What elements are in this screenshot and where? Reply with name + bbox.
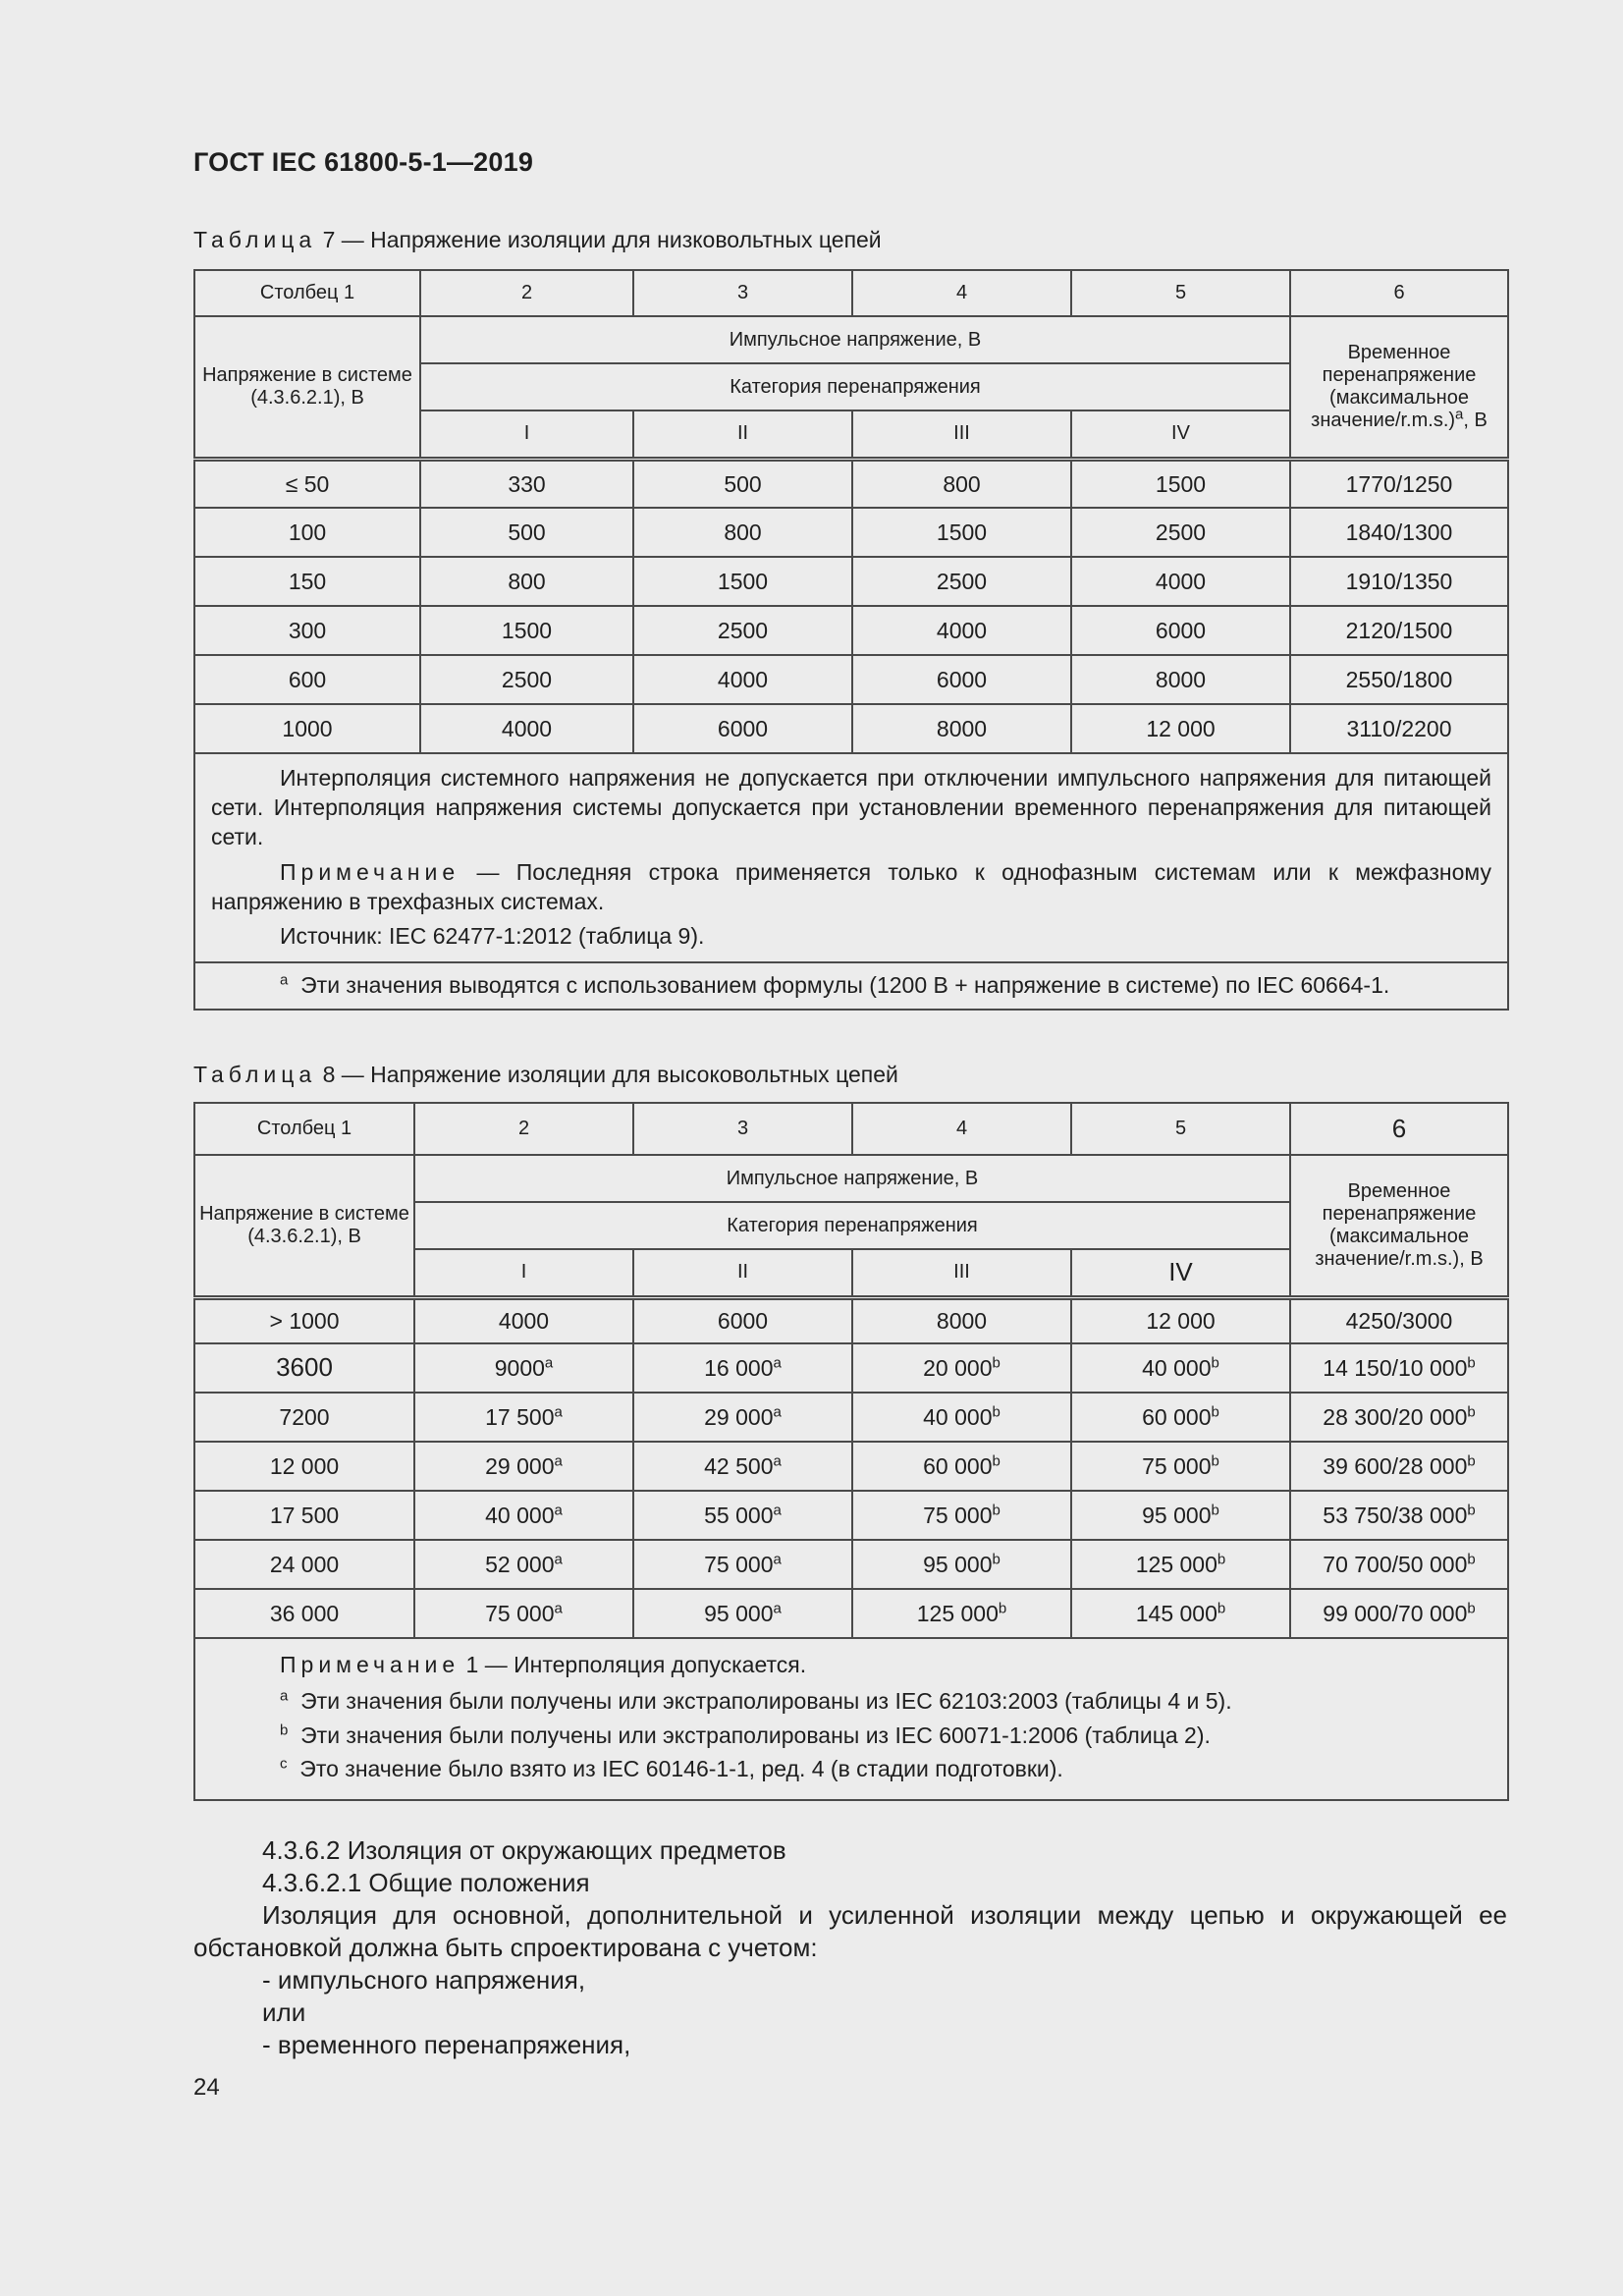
table8-cell-footnote-mark: b bbox=[992, 1452, 1001, 1470]
table7-col-6: 6 bbox=[1290, 270, 1508, 316]
table8-cell-footnote-mark: b bbox=[1211, 1452, 1219, 1470]
table7-cell: 2550/1800 bbox=[1290, 655, 1508, 704]
table8-footnote bbox=[211, 1755, 1491, 1783]
table8-row bbox=[194, 1343, 1508, 1393]
table8-cell bbox=[1071, 1343, 1290, 1393]
table7-cell: 4000 bbox=[633, 655, 852, 704]
table8-cell-value: 17 500 bbox=[485, 1403, 555, 1430]
table7-system-voltage-header: Напряжение в системе (4.3.6.2.1), В bbox=[194, 316, 420, 459]
table7-caption-text: 7 — Напряжение изоляции для низковольтных цепей bbox=[322, 227, 882, 252]
table8-category-III: III bbox=[852, 1249, 1071, 1297]
table7-category-IV: IV bbox=[1071, 410, 1290, 459]
table8-footnote-mark: a bbox=[280, 1687, 289, 1705]
table7-cell: 800 bbox=[633, 508, 852, 557]
table8-cell-value: 8000 bbox=[936, 1308, 988, 1335]
table7-note-text: — Последняя строка применяется только к однофазным системам или к межфазному напряжению в трехфазных системах. bbox=[211, 858, 1491, 914]
table8-cell bbox=[414, 1393, 633, 1442]
list-item-temporary: - временного перенапряжения, bbox=[262, 2030, 631, 2059]
table7-col-3: 3 bbox=[633, 270, 852, 316]
table8-footnote-mark: c bbox=[280, 1755, 288, 1773]
table7-cell: 6000 bbox=[633, 704, 852, 753]
table8-cell-value: 52 000 bbox=[485, 1551, 555, 1577]
table8-footnote-text: Это значение было взято из IEC 60146-1-1, ред. 4 (в стадии подготовки). bbox=[299, 1756, 1063, 1782]
table8-note-text: 1 — Интерполяция допускается. bbox=[460, 1652, 807, 1677]
table8-footnote-text: Эти значения были получены или экстраполированы из IEC 60071-1:2006 (таблица 2). bbox=[300, 1722, 1211, 1748]
table8-row bbox=[194, 1491, 1508, 1540]
table7-temp-header-unit: , В bbox=[1463, 409, 1488, 431]
table8-cell-value: 36 000 bbox=[269, 1600, 340, 1626]
table8-cell-footnote-mark: a bbox=[554, 1452, 563, 1470]
table8-cell-footnote-mark: b bbox=[992, 1502, 1001, 1519]
table7-column-numbers bbox=[194, 270, 1508, 316]
table8-cell bbox=[1290, 1491, 1508, 1540]
table8-temp-header: Временное перенапряжение (максимальное значение/r.m.s.), В bbox=[1290, 1155, 1508, 1297]
table8-cell-footnote-mark: a bbox=[554, 1502, 563, 1519]
table8-row bbox=[194, 1540, 1508, 1589]
table7-row bbox=[194, 508, 1508, 557]
table8-cell-value: 16 000 bbox=[704, 1354, 774, 1381]
table8-cell-value: 14 150/10 000 bbox=[1323, 1354, 1468, 1381]
table8-footnotes bbox=[211, 1687, 1491, 1783]
table8-cell bbox=[1290, 1297, 1508, 1343]
table8-row bbox=[194, 1393, 1508, 1442]
table7-cell: 500 bbox=[420, 508, 633, 557]
page-number: 24 bbox=[193, 2074, 220, 2101]
table8-category-II: II bbox=[633, 1249, 852, 1297]
table8-cell-value: 75 000 bbox=[1142, 1452, 1212, 1479]
table7-caption bbox=[193, 227, 882, 253]
table8-cell bbox=[414, 1589, 633, 1638]
table8-cell bbox=[194, 1540, 414, 1589]
table8-cell-value: 60 000 bbox=[1142, 1403, 1212, 1430]
table7-cell: 1500 bbox=[633, 557, 852, 606]
table8-cell-value: 95 000 bbox=[704, 1600, 774, 1626]
table8-cell-value: 40 000 bbox=[1142, 1354, 1212, 1381]
table7-cell: 2500 bbox=[1071, 508, 1290, 557]
body-paragraph: Изоляция для основной, дополнительной и усиленной изоляции между цепью и окружающей ее обстановкой должна быть спроектирована с учетом: bbox=[193, 1900, 1507, 1962]
table7-cell: 2500 bbox=[420, 655, 633, 704]
table8-cell-footnote-mark: a bbox=[773, 1403, 782, 1421]
table8-cell-footnote-mark: a bbox=[773, 1502, 782, 1519]
table8-col-5: 5 bbox=[1071, 1103, 1290, 1155]
table7-cell: 500 bbox=[633, 459, 852, 508]
table8-column-numbers bbox=[194, 1103, 1508, 1155]
table8-col-6: 6 bbox=[1290, 1103, 1508, 1155]
table8-cell-value: 99 000/70 000 bbox=[1323, 1600, 1468, 1626]
table7-cell: 600 bbox=[194, 655, 420, 704]
table7-caption-word: Таблица bbox=[193, 227, 317, 252]
table7-cell: 1500 bbox=[852, 508, 1071, 557]
table7-col-5: 5 bbox=[1071, 270, 1290, 316]
table7-col-1: Столбец 1 bbox=[194, 270, 420, 316]
table7-notes bbox=[194, 753, 1508, 962]
table8-cell-value: 75 000 bbox=[704, 1551, 774, 1577]
section-heading-4-3-6-2-1: 4.3.6.2.1 Общие положения bbox=[262, 1868, 590, 1897]
table8-caption-text: 8 — Напряжение изоляции для высоковольтных цепей bbox=[322, 1062, 898, 1087]
table7-note-paragraph: Интерполяция системного напряжения не допускается при отключении импульсного напряжения для питающей сети. Интерполяция напряжения системы допускается при установлении временного перенапряжения для питающей сети. bbox=[211, 765, 1491, 849]
table8-cell-footnote-mark: b bbox=[992, 1354, 1001, 1372]
table8-cell-value: 55 000 bbox=[704, 1502, 774, 1528]
table7-row bbox=[194, 606, 1508, 655]
table7-cell: 300 bbox=[194, 606, 420, 655]
table8-cell bbox=[194, 1442, 414, 1491]
table8-note bbox=[211, 1651, 1491, 1679]
table7-notes-row bbox=[194, 753, 1508, 962]
table7-footnote bbox=[194, 962, 1508, 1010]
table7-category-II: II bbox=[633, 410, 852, 459]
table8-cell bbox=[1071, 1540, 1290, 1589]
table8-cell-footnote-mark: b bbox=[1467, 1354, 1476, 1372]
table7-row bbox=[194, 557, 1508, 606]
table8-cell-footnote-mark: b bbox=[1467, 1600, 1476, 1617]
table8-cell bbox=[852, 1343, 1071, 1393]
table7-temp-header bbox=[1290, 316, 1508, 459]
table8-cell-value: 28 300/20 000 bbox=[1323, 1403, 1468, 1430]
table7-cell: 1840/1300 bbox=[1290, 508, 1508, 557]
table7-footnote-mark: a bbox=[280, 971, 289, 989]
table8-caption bbox=[193, 1062, 898, 1088]
table8-cell-value: 40 000 bbox=[923, 1403, 993, 1430]
table8-footnote-text: Эти значения были получены или экстраполированы из IEC 62103:2003 (таблицы 4 и 5). bbox=[300, 1687, 1232, 1714]
table7-cell: 1910/1350 bbox=[1290, 557, 1508, 606]
table8-cell bbox=[1290, 1540, 1508, 1589]
table8-cell-value: 145 000 bbox=[1135, 1600, 1217, 1626]
table8-cell bbox=[852, 1297, 1071, 1343]
table7-cell: 1500 bbox=[1071, 459, 1290, 508]
table8-notes bbox=[194, 1638, 1508, 1800]
table7-cell: 4000 bbox=[420, 704, 633, 753]
table8-cell-value: 39 600/28 000 bbox=[1323, 1452, 1468, 1479]
table8-cell-value: 9000 bbox=[494, 1354, 545, 1381]
table8-cell bbox=[1290, 1442, 1508, 1491]
table8-cell-footnote-mark: a bbox=[554, 1403, 563, 1421]
table8-cell bbox=[1290, 1343, 1508, 1393]
table8-caption-word: Таблица bbox=[193, 1062, 317, 1087]
table8-cell-footnote-mark: a bbox=[773, 1551, 782, 1568]
table7-cell: 8000 bbox=[852, 704, 1071, 753]
table7-row bbox=[194, 655, 1508, 704]
table8-cell bbox=[1071, 1393, 1290, 1442]
table8-cell-footnote-mark: b bbox=[1467, 1551, 1476, 1568]
table7-row bbox=[194, 704, 1508, 753]
table8-cell-value: 95 000 bbox=[1142, 1502, 1212, 1528]
table7-cell: 6000 bbox=[1071, 606, 1290, 655]
table7-cell: 4000 bbox=[1071, 557, 1290, 606]
list-conjunction: или bbox=[262, 1997, 306, 2027]
table8-cell-value: 20 000 bbox=[923, 1354, 993, 1381]
table8-cell-footnote-mark: a bbox=[554, 1551, 563, 1568]
table8-cell-footnote-mark: b bbox=[1467, 1452, 1476, 1470]
table8-cell bbox=[1290, 1393, 1508, 1442]
table8-cell-value: 53 750/38 000 bbox=[1323, 1502, 1468, 1528]
table7-cell: 3110/2200 bbox=[1290, 704, 1508, 753]
table7-cell: 8000 bbox=[1071, 655, 1290, 704]
table8-cell-footnote-mark: b bbox=[1211, 1403, 1219, 1421]
table8 bbox=[193, 1102, 1509, 1801]
table8-cell bbox=[852, 1589, 1071, 1638]
table8-cell-value: 29 000 bbox=[485, 1452, 555, 1479]
table8-cell-footnote-mark: b bbox=[1217, 1600, 1226, 1617]
table8-footnote-mark: b bbox=[280, 1721, 289, 1738]
table8-cell bbox=[194, 1297, 414, 1343]
table8-cell-value: > 1000 bbox=[269, 1308, 340, 1335]
table7-cell: 1770/1250 bbox=[1290, 459, 1508, 508]
table8-cell-value: 4000 bbox=[498, 1308, 550, 1335]
table8-cell-value: 3600 bbox=[276, 1352, 333, 1383]
table7-temp-header-sup: a bbox=[1455, 406, 1464, 423]
table8-cell-footnote-mark: a bbox=[773, 1452, 782, 1470]
table8-footnote bbox=[211, 1687, 1491, 1716]
table7-cell: 330 bbox=[420, 459, 633, 508]
table7-cell: 800 bbox=[852, 459, 1071, 508]
table7-cell: 4000 bbox=[852, 606, 1071, 655]
table8-cell bbox=[414, 1442, 633, 1491]
table8-col-4: 4 bbox=[852, 1103, 1071, 1155]
table8-cell-value: 4250/3000 bbox=[1345, 1308, 1453, 1335]
table7-temp-header-text: Временное перенапряжение (максимальное значение/r.m.s.) bbox=[1311, 341, 1477, 431]
table8-cell bbox=[633, 1491, 852, 1540]
table7-cell: 2500 bbox=[852, 557, 1071, 606]
table8-footnote bbox=[211, 1722, 1491, 1750]
table8-cell-footnote-mark: a bbox=[554, 1600, 563, 1617]
table8-col-3: 3 bbox=[633, 1103, 852, 1155]
table7-category-III: III bbox=[852, 410, 1071, 459]
table8-cell bbox=[194, 1343, 414, 1393]
table8-cell-footnote-mark: a bbox=[544, 1354, 554, 1372]
table8-cell-value: 75 000 bbox=[485, 1600, 555, 1626]
table8-cell-footnote-mark: b bbox=[992, 1403, 1001, 1421]
table7-cell: 1500 bbox=[420, 606, 633, 655]
table8-col-1: Столбец 1 bbox=[194, 1103, 414, 1155]
table8-cell-value: 42 500 bbox=[704, 1452, 774, 1479]
table8-cell-value: 6000 bbox=[717, 1308, 769, 1335]
table7-col-4: 4 bbox=[852, 270, 1071, 316]
table8-cell-value: 12 000 bbox=[269, 1452, 340, 1479]
table7-cell: 100 bbox=[194, 508, 420, 557]
table8-cell-footnote-mark: b bbox=[1211, 1354, 1219, 1372]
table8-row bbox=[194, 1442, 1508, 1491]
table8-cell-value: 125 000 bbox=[916, 1600, 999, 1626]
table8-cell bbox=[1071, 1442, 1290, 1491]
table8-cell-footnote-mark: b bbox=[1211, 1502, 1219, 1519]
table7-footnote-a bbox=[211, 971, 1491, 1001]
table7-cell: 2120/1500 bbox=[1290, 606, 1508, 655]
table8-cell-value: 24 000 bbox=[269, 1551, 340, 1577]
table7-col-2: 2 bbox=[420, 270, 633, 316]
table8-cell-value: 29 000 bbox=[704, 1403, 774, 1430]
table8-cell bbox=[852, 1393, 1071, 1442]
table7-cell: 12 000 bbox=[1071, 704, 1290, 753]
table8-system-voltage-header: Напряжение в системе (4.3.6.2.1), В bbox=[194, 1155, 414, 1297]
table8-row bbox=[194, 1297, 1508, 1343]
table8-col-2: 2 bbox=[414, 1103, 633, 1155]
table8-cell bbox=[194, 1393, 414, 1442]
table7-cell: 1000 bbox=[194, 704, 420, 753]
table8-cell bbox=[1071, 1491, 1290, 1540]
table8-cell-footnote-mark: b bbox=[1467, 1502, 1476, 1519]
table7-row bbox=[194, 459, 1508, 508]
table8-cell-value: 125 000 bbox=[1135, 1551, 1217, 1577]
table7-category-I: I bbox=[420, 410, 633, 459]
table8-notes-row bbox=[194, 1638, 1508, 1800]
table8-cell-value: 40 000 bbox=[485, 1502, 555, 1528]
table7-cell: 800 bbox=[420, 557, 633, 606]
table7-footnote-row bbox=[194, 962, 1508, 1010]
table8-cell bbox=[1290, 1589, 1508, 1638]
table8-cell bbox=[194, 1589, 414, 1638]
table8-cell bbox=[414, 1540, 633, 1589]
table7-impulse-header: Импульсное напряжение, В bbox=[420, 316, 1290, 363]
table7-note-label: Примечание bbox=[280, 858, 460, 885]
table8-cell bbox=[852, 1491, 1071, 1540]
table8-cell-value: 17 500 bbox=[269, 1502, 340, 1528]
table7-cell: 6000 bbox=[852, 655, 1071, 704]
table7-cell: 150 bbox=[194, 557, 420, 606]
table8-cell bbox=[852, 1540, 1071, 1589]
table8-cell-value: 7200 bbox=[279, 1403, 330, 1430]
table8-cell-value: 12 000 bbox=[1146, 1308, 1216, 1335]
table8-note-label: Примечание bbox=[280, 1652, 460, 1677]
table8-cell bbox=[194, 1491, 414, 1540]
table8-cell-value: 70 700/50 000 bbox=[1323, 1551, 1468, 1577]
table8-cell bbox=[633, 1442, 852, 1491]
table8-category-IV: IV bbox=[1071, 1249, 1290, 1297]
table8-cell bbox=[633, 1297, 852, 1343]
table8-cell-footnote-mark: b bbox=[1467, 1403, 1476, 1421]
table8-cell bbox=[414, 1491, 633, 1540]
section-heading-4-3-6-2: 4.3.6.2 Изоляция от окружающих предметов bbox=[262, 1835, 786, 1865]
table8-cell bbox=[633, 1343, 852, 1393]
table8-cell-footnote-mark: b bbox=[998, 1600, 1007, 1617]
table7-source: Источник: IEC 62477-1:2012 (таблица 9). bbox=[280, 923, 705, 950]
table8-cell bbox=[414, 1343, 633, 1393]
table8-cell bbox=[414, 1297, 633, 1343]
table8-cell bbox=[633, 1589, 852, 1638]
table8-cell bbox=[852, 1442, 1071, 1491]
table7-cell: ≤ 50 bbox=[194, 459, 420, 508]
body-text bbox=[193, 1834, 1507, 2061]
table8-cell-value: 60 000 bbox=[923, 1452, 993, 1479]
table8-cell-footnote-mark: a bbox=[773, 1600, 782, 1617]
table8-cell-footnote-mark: b bbox=[1217, 1551, 1226, 1568]
table7-cell: 2500 bbox=[633, 606, 852, 655]
table8-cell bbox=[633, 1393, 852, 1442]
table8-cell-footnote-mark: a bbox=[773, 1354, 782, 1372]
table7 bbox=[193, 269, 1509, 1011]
table8-category-I: I bbox=[414, 1249, 633, 1297]
table8-impulse-header: Импульсное напряжение, В bbox=[414, 1155, 1290, 1202]
list-item-impulse: - импульсного напряжения, bbox=[262, 1965, 586, 1995]
table8-cell-footnote-mark: b bbox=[992, 1551, 1001, 1568]
table8-cell bbox=[1071, 1297, 1290, 1343]
table7-footnote-text: Эти значения выводятся с использованием формулы (1200 В + напряжение в системе) по IEC 60664-1. bbox=[300, 972, 1390, 999]
document-header: ГОСТ IEC 61800-5-1—2019 bbox=[193, 147, 534, 177]
table8-cell-value: 75 000 bbox=[923, 1502, 993, 1528]
table8-cell bbox=[1071, 1589, 1290, 1638]
table8-row bbox=[194, 1589, 1508, 1638]
table8-cell bbox=[633, 1540, 852, 1589]
table7-category-header: Категория перенапряжения bbox=[420, 363, 1290, 410]
table8-cell-value: 95 000 bbox=[923, 1551, 993, 1577]
table7-note bbox=[211, 858, 1491, 917]
table8-category-header: Категория перенапряжения bbox=[414, 1202, 1290, 1249]
